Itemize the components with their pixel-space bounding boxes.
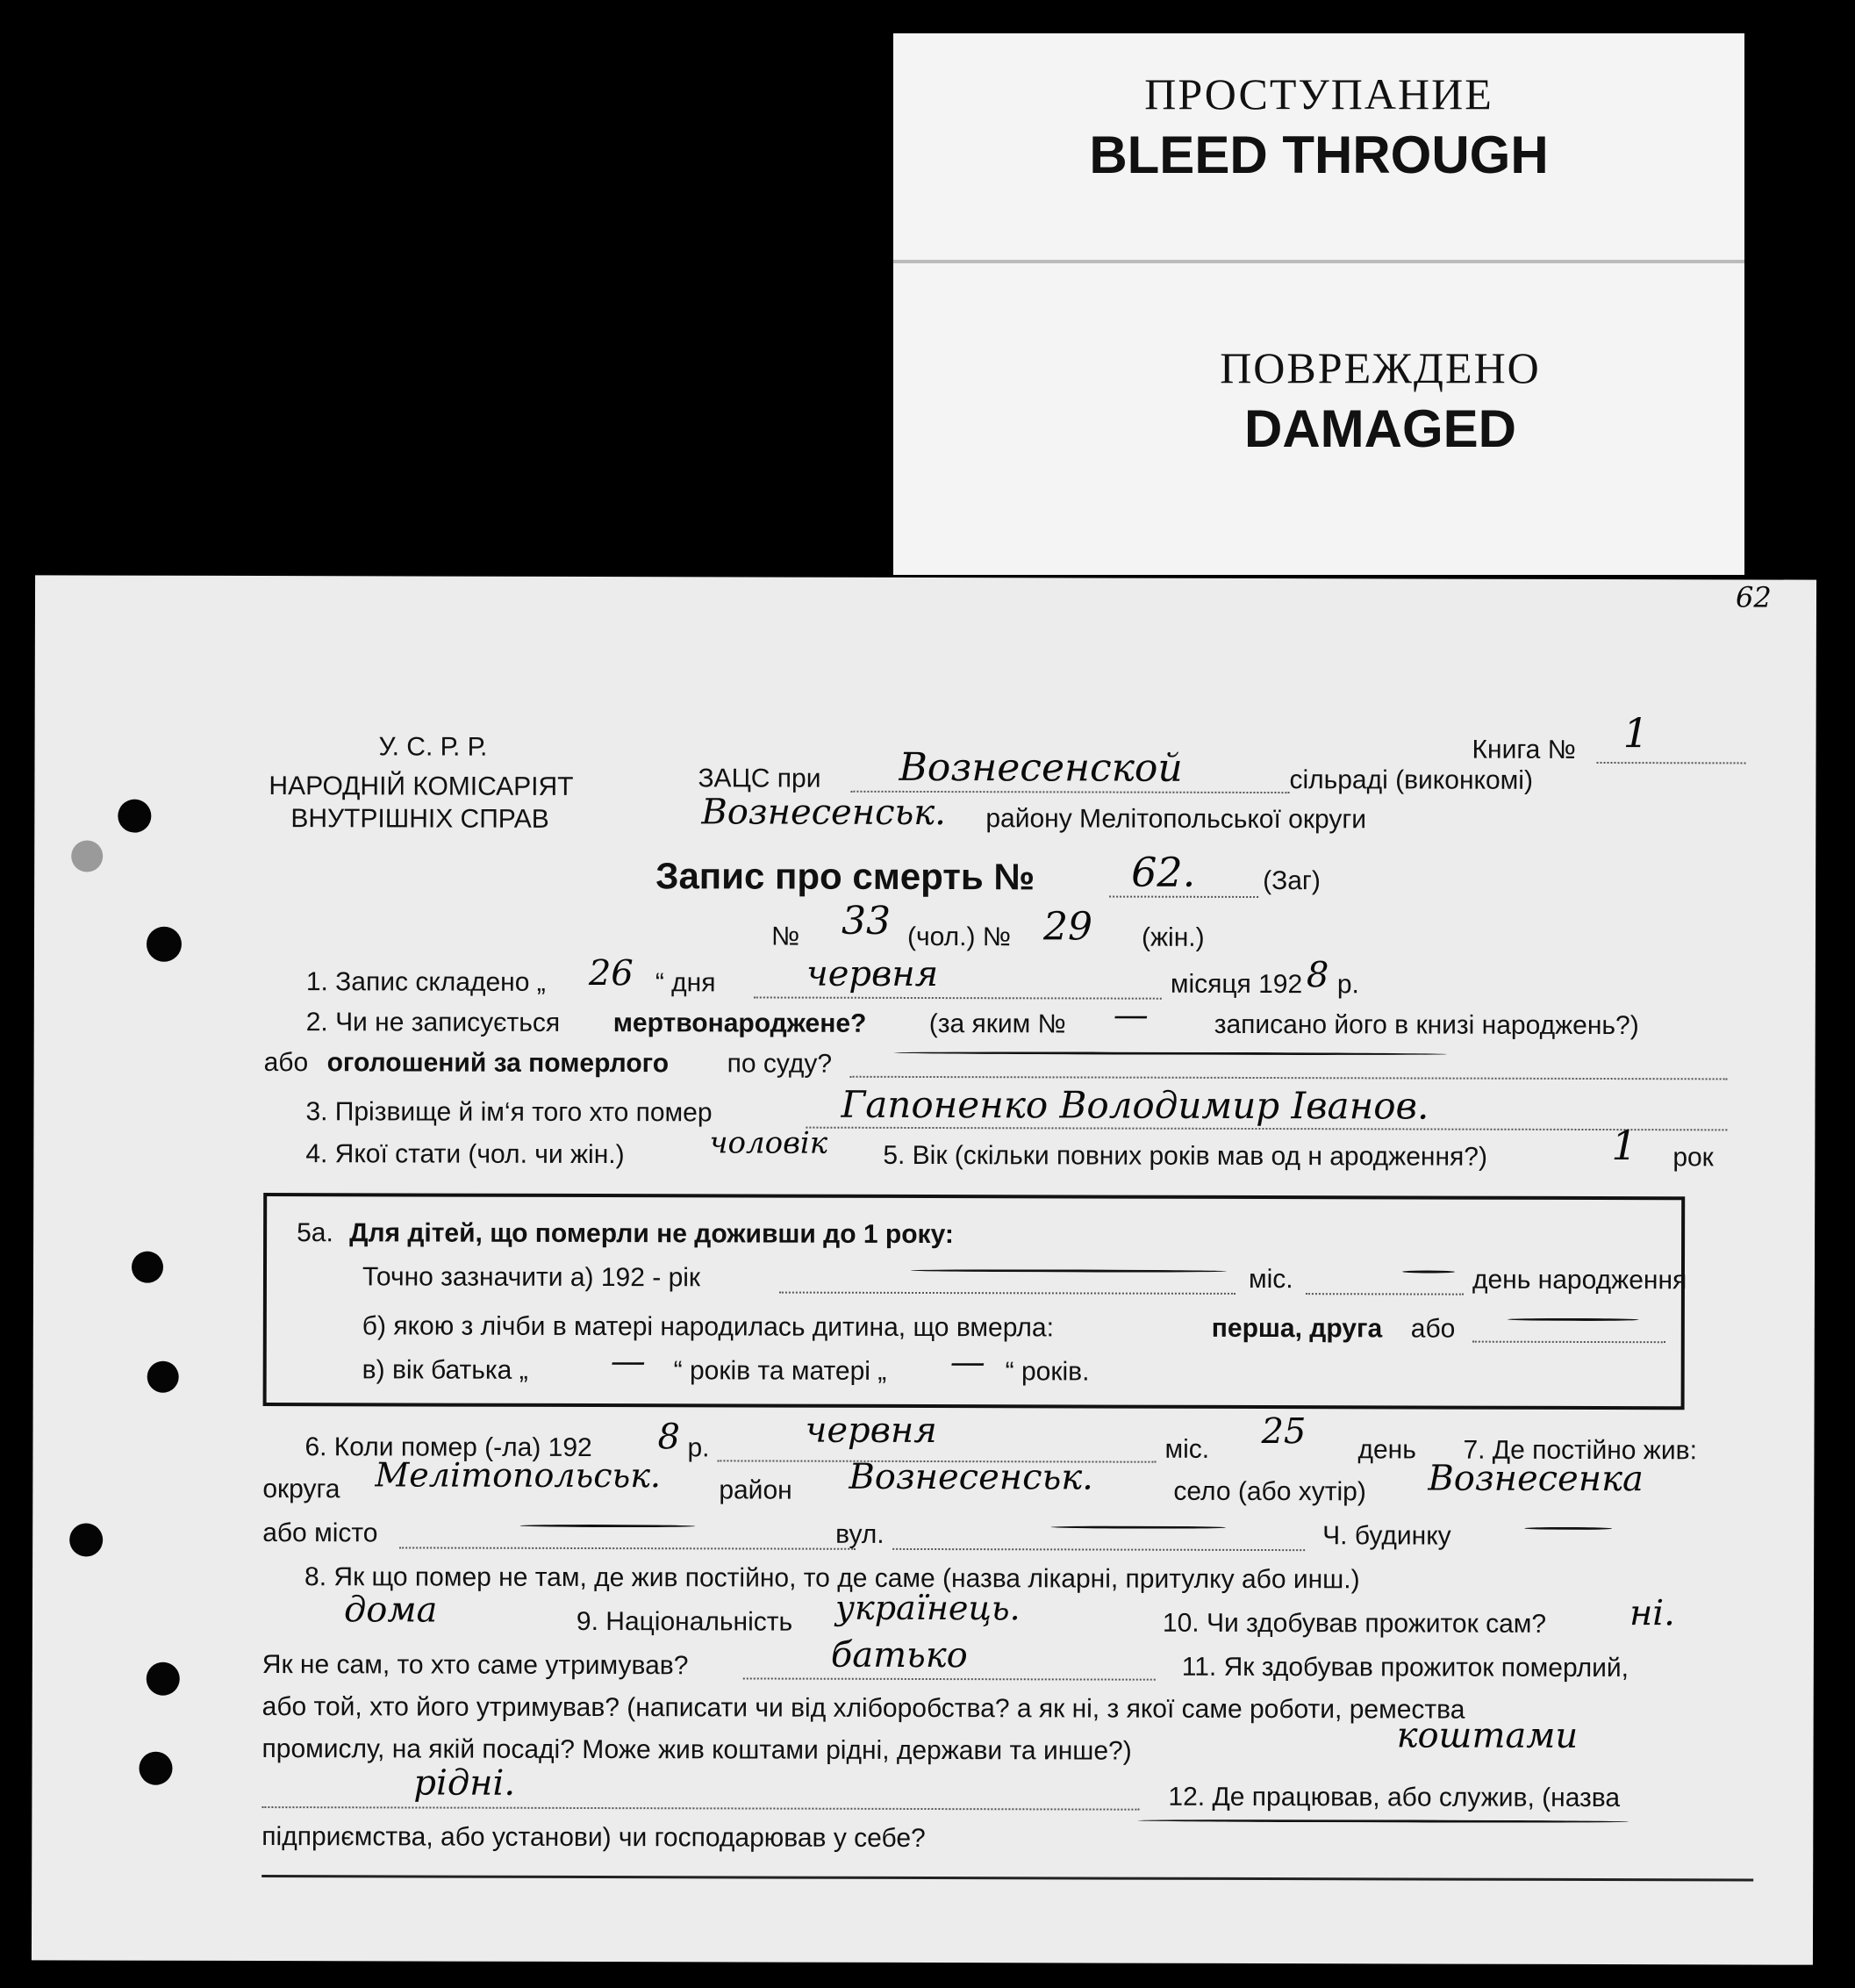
q6-year-suffix: р. xyxy=(687,1433,710,1463)
raion-label: району Мелітопольської округи xyxy=(985,804,1367,835)
q11-line2: або той, хто його утримував? (написати чи від хліборобства? а як ні, з якої саме роботи, ремества xyxy=(261,1692,1465,1725)
female-label: (жін.) xyxy=(1141,922,1205,952)
q7-okruha-label: округа xyxy=(262,1475,340,1504)
damaged-ru: ПОВРЕЖДЕНО xyxy=(1220,343,1541,392)
q1-month: червня xyxy=(806,953,939,995)
bleed-through-en: BLEED THROUGH xyxy=(1089,126,1549,184)
q12-line2: підприємства, або установи) чи господарював у себе? xyxy=(261,1822,926,1854)
q9-label: 9. Національність xyxy=(576,1606,793,1637)
punch-hole xyxy=(147,927,182,962)
q3-label: 3. Прізвище й ім‘я того хто помер xyxy=(305,1097,713,1128)
q3-value: Гапоненко Володимир Іванов. xyxy=(841,1082,1429,1128)
q5a-v-tail: “ років. xyxy=(1005,1357,1090,1387)
q5a-b-bold: перша, друга xyxy=(1211,1313,1383,1344)
book-value: 1 xyxy=(1622,709,1649,757)
q1-day-label: “ дня xyxy=(655,968,716,998)
damaged-en: DAMAGED xyxy=(1244,399,1516,458)
q6-month: червня xyxy=(805,1410,937,1452)
q5a-b: б) якою з лічби в матері народилась дитина, що вмерла: xyxy=(362,1311,1054,1343)
q7-selo-label: село (або хутір) xyxy=(1173,1476,1366,1507)
q5a-a: Точно зазначити а) 192 - рік xyxy=(362,1262,701,1293)
q1-year-suffix: р. xyxy=(1336,970,1359,1000)
q7-raion: Вознесенськ. xyxy=(849,1456,1093,1498)
q11-value1: коштами xyxy=(1396,1715,1579,1756)
q11-label: 11. Як здобував прожиток померлий, xyxy=(1181,1652,1629,1683)
punch-hole xyxy=(132,1252,163,1283)
q10b-label: Як не сам, то хто саме утримував? xyxy=(261,1650,689,1681)
q5a-label: 5а. xyxy=(297,1218,333,1248)
raion-value: Вознесенськ. xyxy=(701,792,946,834)
q5a-title: Для дітей, що померли не доживши до 1 року: xyxy=(349,1218,954,1250)
q8-value: дома xyxy=(343,1590,438,1631)
q7-selo: Вознесенка xyxy=(1428,1458,1644,1500)
q5-suffix: рок xyxy=(1672,1143,1714,1173)
record-suffix: (Заг) xyxy=(1263,866,1321,896)
q5a-a-mis: міс. xyxy=(1248,1264,1293,1295)
q2-tail: записано його в книзі народжень?) xyxy=(1214,1009,1639,1041)
q9-value: українець. xyxy=(834,1588,1021,1628)
q7-raion-label: район xyxy=(719,1475,792,1505)
q1-year: 8 xyxy=(1306,955,1329,996)
male-label: (чол.) № xyxy=(906,922,1012,952)
zags-value: Вознесенской xyxy=(899,744,1183,791)
q2b-rest: по суду? xyxy=(727,1049,833,1079)
punch-hole xyxy=(147,1361,179,1393)
commissariat-line2: ВНУТРІШНІХ СПРАВ xyxy=(290,804,549,834)
q2-bold: мертвонароджене? xyxy=(612,1008,867,1038)
q5-label: 5. Вік (скільки повних років мав од н ародження?) xyxy=(883,1140,1488,1172)
q6-label: 6. Коли помер (-ла) 192 xyxy=(304,1432,592,1463)
male-number: 33 xyxy=(841,898,892,944)
q11-line3: промислу, на якій посаді? Може жив коштами рідні, держави та инше?) xyxy=(261,1734,1132,1766)
q2-label: 2. Чи не записується xyxy=(305,1008,561,1037)
q12-label: 12. Де працював, або служив, (назва xyxy=(1168,1782,1621,1813)
q5a-v-mid: “ років та матері „ xyxy=(673,1356,887,1386)
q11-value2: рідні. xyxy=(413,1762,516,1804)
record-number: 62. xyxy=(1131,848,1196,896)
ussr-label: У. С. Р. Р. xyxy=(378,732,488,762)
q6-year: 8 xyxy=(657,1417,681,1458)
q7-label: 7. Де постійно жив: xyxy=(1463,1435,1697,1466)
q7-budynok-label: Ч. будинку xyxy=(1322,1521,1451,1551)
punch-hole xyxy=(147,1662,180,1696)
q5a-mother-value: — xyxy=(949,1342,985,1383)
punch-hole xyxy=(69,1523,103,1556)
page-number: 62 xyxy=(1735,580,1772,614)
q10b-value: батько xyxy=(830,1634,968,1676)
commissariat-line1: НАРОДНІЙ КОМІСАРІЯТ xyxy=(269,772,574,801)
damaged-stamp xyxy=(893,263,1744,575)
q5a-father-value: — xyxy=(610,1341,646,1382)
zags-label: ЗАЦС при xyxy=(698,764,821,793)
punch-hole xyxy=(139,1752,172,1785)
q7-misto-label: або місто xyxy=(262,1518,378,1548)
death-record-form xyxy=(32,575,1816,1964)
punch-hole xyxy=(71,840,103,872)
bleed-through-ru: ПРОСТУПАНИЕ xyxy=(1144,69,1493,118)
q2-value: — xyxy=(1113,994,1149,1036)
punch-hole xyxy=(118,800,151,833)
q4-label: 4. Якої стати (чол. чи жін.) xyxy=(305,1139,625,1170)
q7-vul-label: вул. xyxy=(835,1519,885,1549)
q6-mis: міс. xyxy=(1164,1434,1210,1464)
q6-day: 25 xyxy=(1261,1411,1307,1453)
no-label: № xyxy=(770,922,800,951)
q1-day: 26 xyxy=(588,952,634,994)
q5-value: 1 xyxy=(1611,1122,1637,1170)
q6-day-label: день xyxy=(1357,1435,1416,1465)
q10-value: ні. xyxy=(1629,1593,1675,1634)
q10-label: 10. Чи здобував прожиток сам? xyxy=(1162,1608,1547,1639)
q7-okruha: Мелітопольськ. xyxy=(375,1455,662,1496)
q2-rest: (за яким № xyxy=(928,1009,1066,1039)
q5a-a-tail: день народження xyxy=(1472,1265,1687,1295)
female-number: 29 xyxy=(1042,904,1093,950)
page-title: Запис про смерть № xyxy=(655,855,1035,898)
selrada-label: сільраді (виконкомі) xyxy=(1289,765,1534,795)
q5a-b-tail: або xyxy=(1410,1314,1456,1344)
book-label: Книга № xyxy=(1472,735,1576,764)
q1-month-label: місяця 192 xyxy=(1170,969,1303,1000)
q5a-v: в) вік батька „ xyxy=(362,1355,528,1385)
q2b-label: або xyxy=(263,1048,309,1078)
bleed-through-stamp xyxy=(893,33,1744,297)
q2b-bold: оголошений за померлого xyxy=(326,1048,670,1079)
q1-label: 1. Запис складено „ xyxy=(305,967,546,997)
q4-value: чоловік xyxy=(709,1125,828,1161)
q8-label: 8. Як що помер не там, де жив постійно, то де саме (назва лікарні, притулку або инш.) xyxy=(304,1562,1360,1595)
